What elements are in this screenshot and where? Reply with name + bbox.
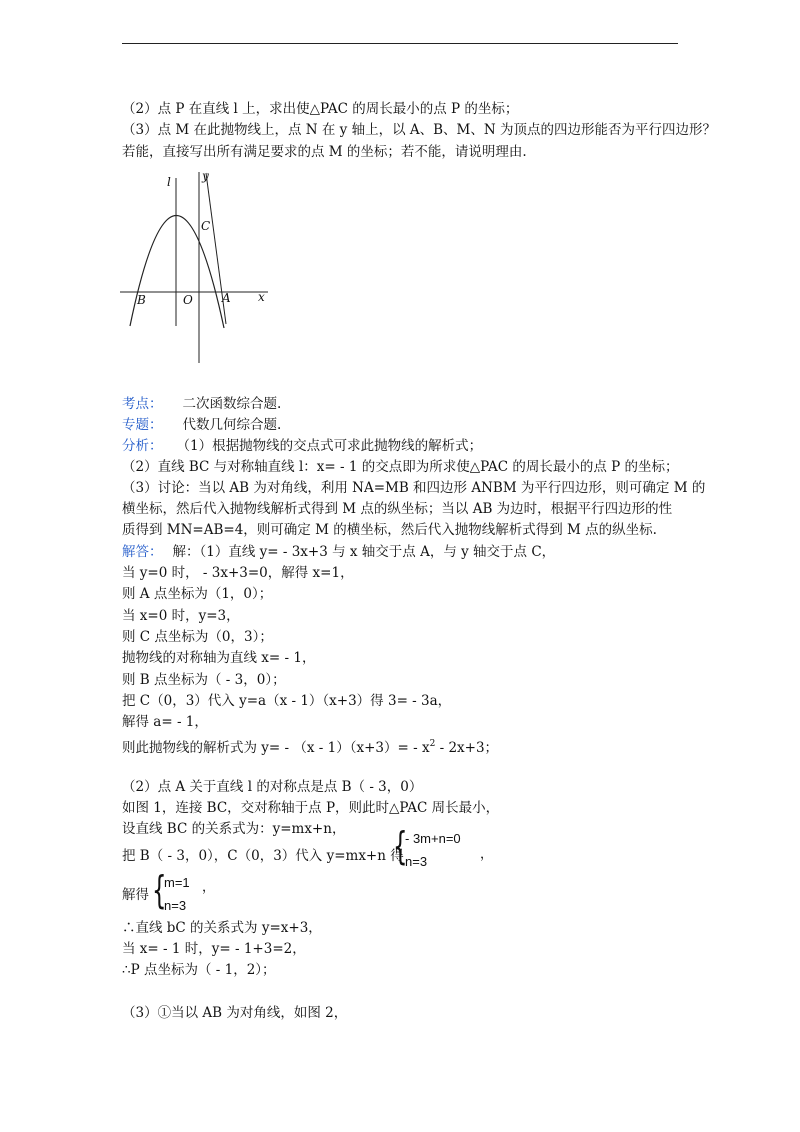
label-a: A (222, 291, 231, 305)
kaodian-row (122, 395, 281, 413)
fenxi-row (122, 437, 482, 455)
solution-line-1: 解：（1）直线 y= - 3x+3 与 x 轴交于点 A，与 y 轴交于点 C， (172, 544, 556, 560)
brace-1: { (393, 824, 408, 868)
system-2-row-2: n=3 (164, 898, 187, 913)
equation-system-2 (152, 868, 216, 919)
parabola-expression-tail: - 2x+3； (435, 740, 499, 756)
part2-line-7: 当 x= - 1 时，y= - 1+3=2， (122, 941, 306, 957)
fenxi-line-5: 质得到 MN=AB=4，则可确定 M 的横坐标，然后代入抛物线解析式得到 M 点的纵坐标. (122, 522, 657, 538)
solution-line-5: 则 C 点坐标为（0，3）； (122, 629, 273, 645)
fenxi-line-3: （3）讨论：当以 AB 为对角线，利用 NA=MB 和四边形 ANBM 为平行四边形，则可确定 M 的 (122, 480, 706, 496)
brace-2: { (152, 868, 167, 912)
system-1-comma: ， (480, 846, 494, 861)
kaodian-text: 二次函数综合题. (182, 396, 282, 412)
solution-line-3: 则 A 点坐标为（1，0）； (122, 586, 273, 602)
part2-line-1: （2）点 A 关于直线 l 的对称点是点 B（ - 3，0） (122, 779, 423, 795)
label-b: B (137, 293, 146, 307)
part2-line-2: 如图 1，连接 BC，交对称轴于点 P，则此时△PAC 周长最小， (122, 800, 500, 816)
zhuanti-label: 专题： (122, 417, 163, 433)
solution-line-4: 当 x=0 时，y=3， (122, 608, 240, 624)
label-l: l (167, 175, 171, 189)
kaodian-label: 考点： (122, 396, 163, 412)
header-rule (122, 43, 678, 44)
label-c: C (201, 219, 211, 233)
fenxi-line-4: 横坐标，然后代入抛物线解析式得到 M 点的纵坐标；当以 AB 为边时，根据平行四边形的性 (122, 501, 673, 517)
problem-q2: （2）点 P 在直线 l 上，求出使△PAC 的周长最小的点 P 的坐标； (122, 101, 519, 117)
solution-line-6: 抛物线的对称轴为直线 x= - 1， (122, 650, 316, 666)
parabola-expression: 则此抛物线的解析式为 y= - （x - 1）（x+3）= - x (122, 740, 430, 756)
zhuanti-row (122, 416, 281, 434)
parabola-figure (118, 168, 278, 368)
part2-line-4: 把 B（ - 3，0），C（0，3）代入 y=mx+n 得 (122, 848, 404, 864)
solution-line-10 (122, 735, 498, 757)
solution-line-7: 则 B 点坐标为（ - 3，0）； (122, 672, 286, 688)
system-1-row-2: n=3 (405, 854, 428, 869)
fenxi-line-2: （2）直线 BC 与对称轴直线 l：x= - 1 的交点即为所求使△PAC 的周长最小的点 P 的坐标； (122, 459, 679, 475)
fenxi-label: 分析： (122, 438, 163, 454)
zhuanti-text: 代数几何综合题. (182, 417, 282, 433)
equation-system-1 (393, 824, 494, 875)
solution-line-8: 把 C（0，3）代入 y=a（x - 1）（x+3）得 3= - 3a， (122, 693, 452, 709)
exponent: 2 (429, 739, 436, 749)
solution-line-9: 解得 a= - 1， (122, 714, 208, 730)
problem-q3: （3）点 M 在此抛物线上，点 N 在 y 轴上，以 A、B、M、N 为顶点的四边形能否为平行四边形？ (122, 122, 716, 138)
part2-line-5: 解得 (122, 887, 149, 903)
system-2-comma: ， (202, 879, 216, 894)
part2-line-3: 设直线 BC 的关系式为：y=mx+n， (122, 821, 346, 837)
system-1-row-1: - 3m+n=0 (405, 831, 461, 846)
jieda-label: 解答： (122, 544, 163, 560)
problem-q3-cont: 若能，直接写出所有满足要求的点 M 的坐标；若不能，请说明理由. (122, 144, 527, 160)
part3-line-1: （3）①当以 AB 为对角线，如图 2， (122, 1005, 348, 1021)
label-o: O (183, 293, 193, 307)
solution-line-2: 当 y=0 时， - 3x+3=0，解得 x=1， (122, 565, 354, 581)
part2-line-8: ∴P 点坐标为（ - 1，2）； (122, 962, 276, 978)
jieda-row (122, 543, 555, 561)
part2-line-6: ∴直线 bC 的关系式为 y=x+3， (122, 920, 322, 936)
system-2-row-1: m=1 (164, 875, 190, 890)
fenxi-line-1: （1）根据抛物线的交点式可求此抛物线的解析式； (176, 438, 483, 454)
label-y: y (202, 169, 209, 183)
label-x: x (258, 290, 265, 304)
